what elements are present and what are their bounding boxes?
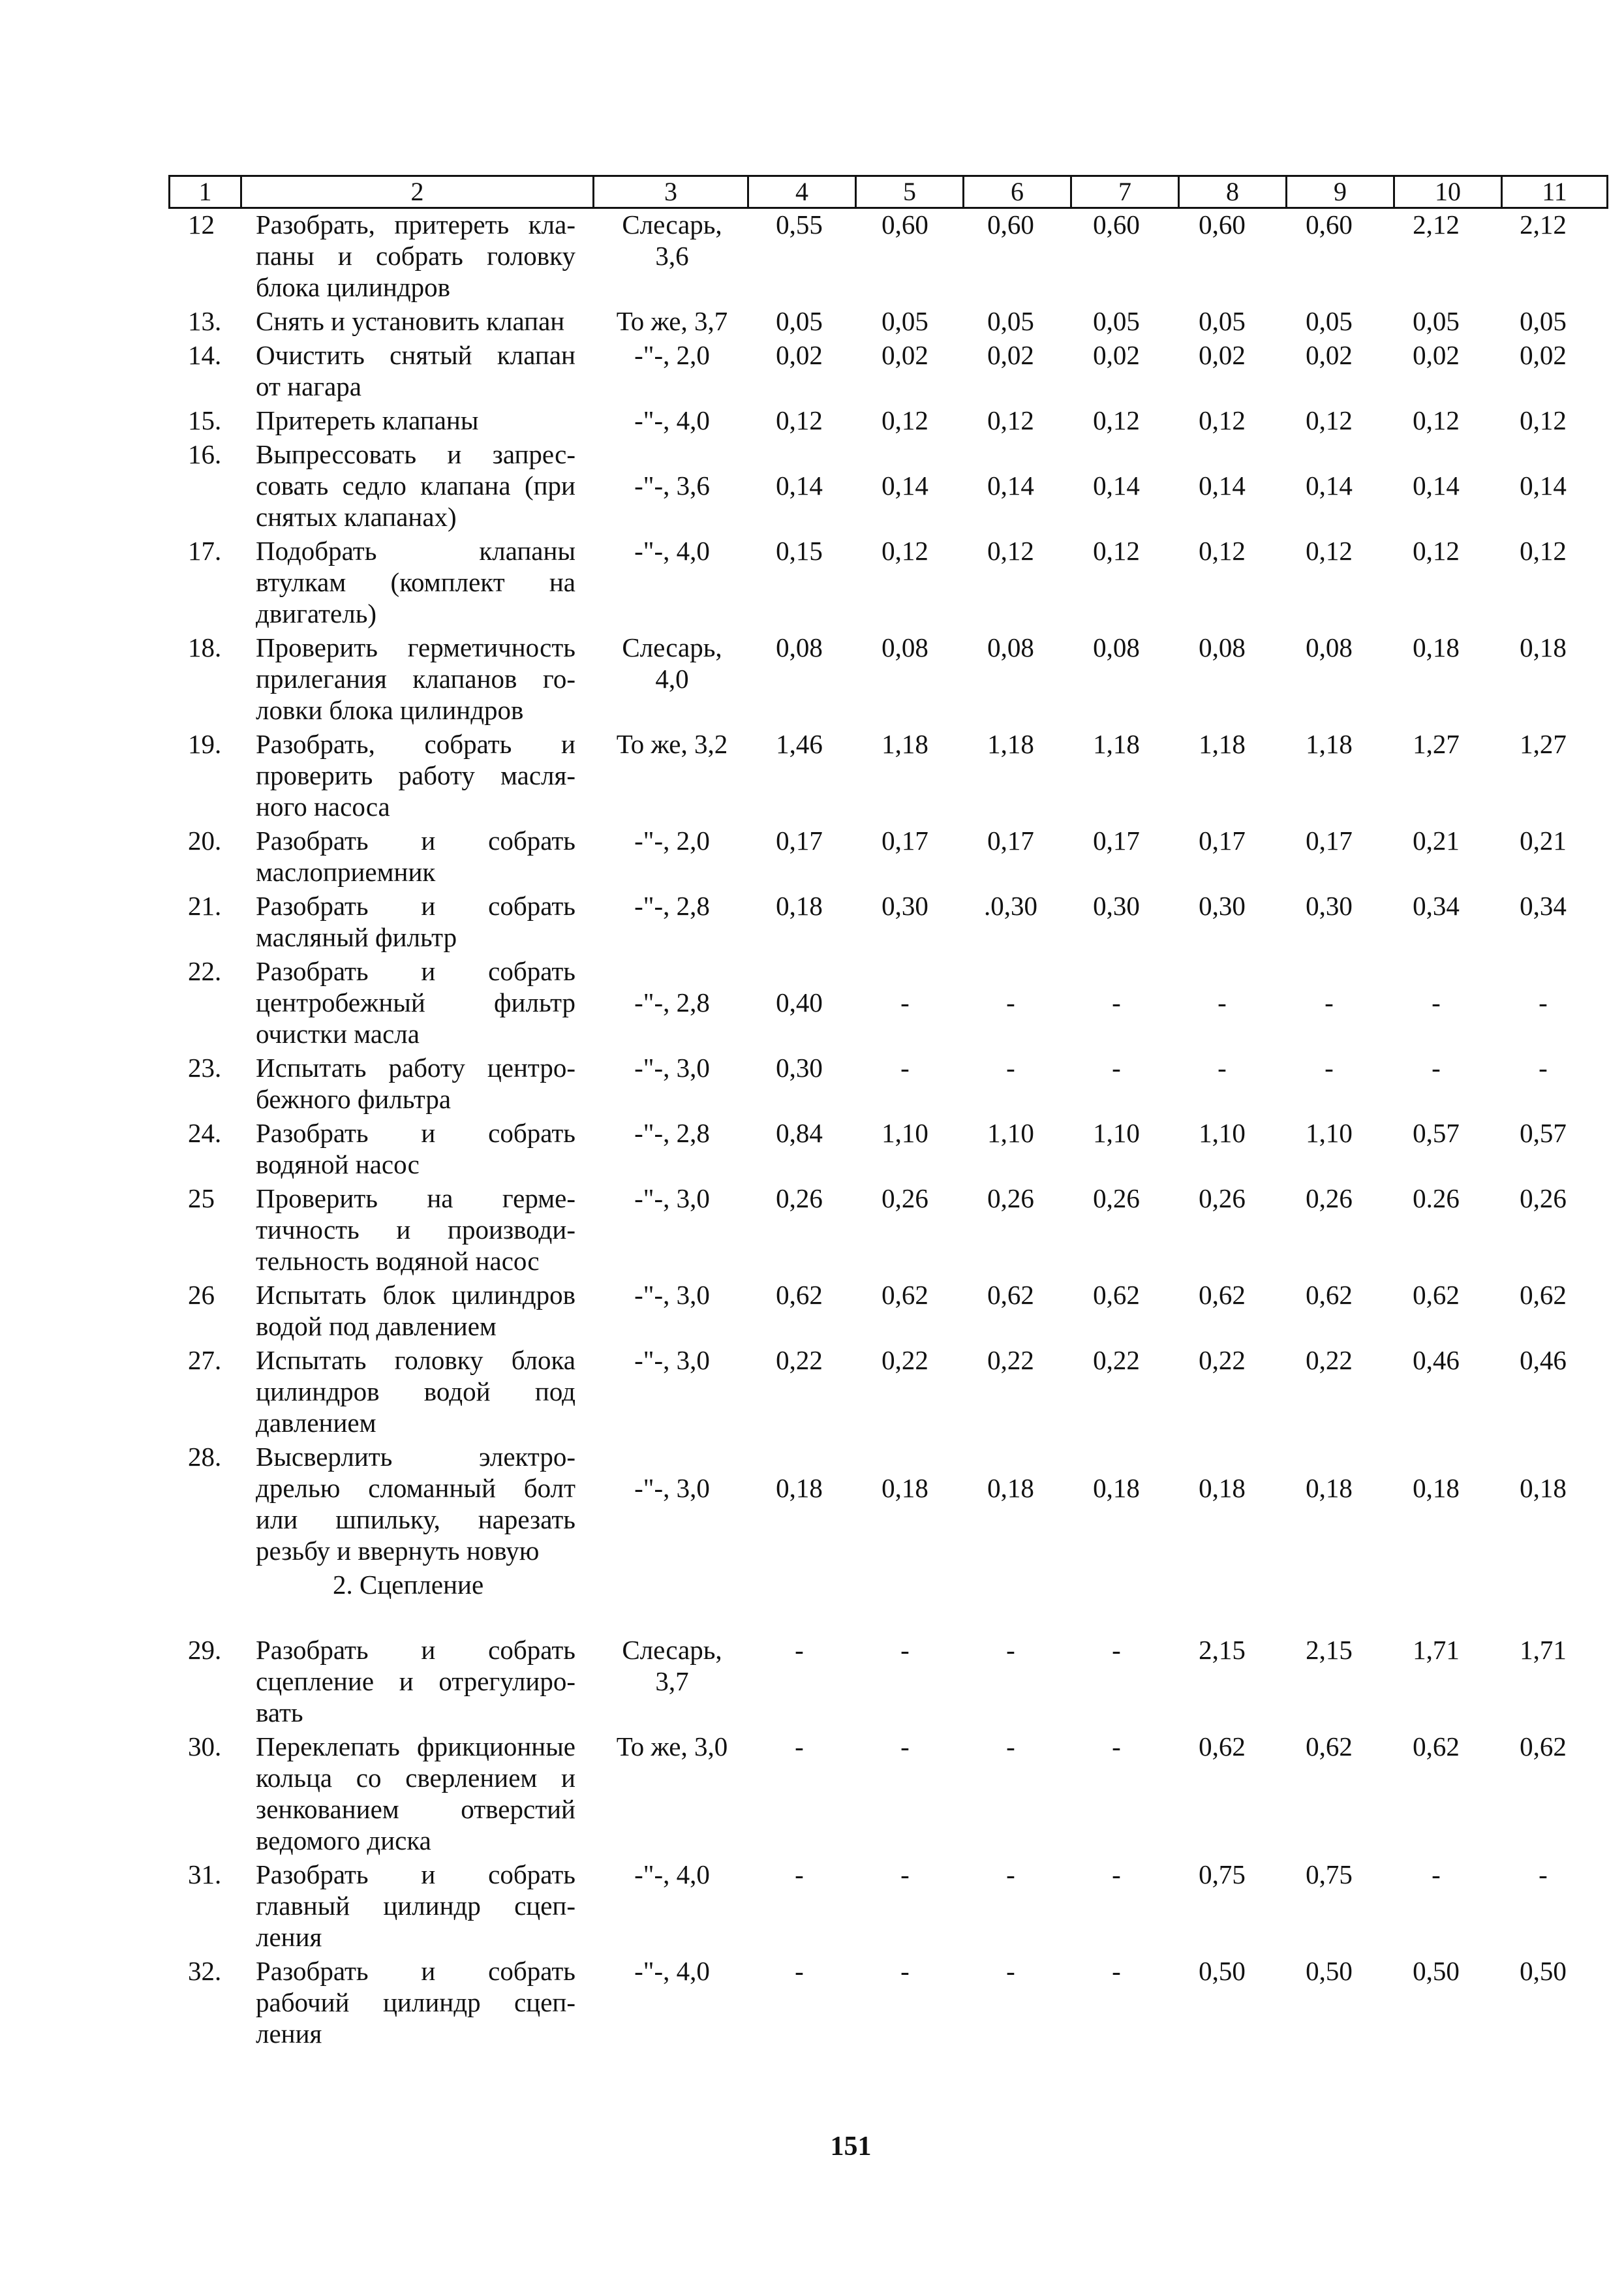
- worker-grade: Слесарь, 3,6: [622, 209, 722, 271]
- norm-value-col-8: 0,62: [1199, 1731, 1246, 1761]
- norm-value-col-10: -: [1432, 1053, 1441, 1083]
- norm-value-col-9: 0,08: [1306, 632, 1353, 662]
- worker-grade: -"-, 3,0: [634, 1053, 710, 1083]
- norm-value-col-8: 0,22: [1199, 1345, 1246, 1375]
- header-col-3: 3: [592, 175, 747, 209]
- row-number: 28.: [188, 1442, 222, 1472]
- norm-value-col-6: 0,22: [987, 1345, 1034, 1375]
- norm-value-col-8: 1,10: [1199, 1118, 1246, 1148]
- worker-grade: -"-, 3,0: [634, 1473, 710, 1503]
- norm-value-col-5: 0,30: [881, 891, 928, 921]
- worker-grade: -"-, 2,8: [634, 891, 710, 921]
- norm-value-col-11: 0,57: [1520, 1118, 1567, 1148]
- norm-value-col-5: 1,18: [881, 729, 928, 759]
- operation-description: Разобрать и собрать масляный фильтр: [256, 891, 575, 952]
- norm-value-col-6: .0,30: [984, 891, 1037, 921]
- norm-value-col-7: 0,14: [1093, 471, 1140, 501]
- norm-value-col-4: 0,15: [776, 536, 823, 566]
- operation-description: Разобрать и собрать главный цилиндр сцеп- ления: [256, 1859, 575, 1952]
- norm-value-col-10: 0,12: [1413, 405, 1460, 435]
- norm-value-col-10: 0,57: [1413, 1118, 1460, 1148]
- operation-description: Проверить на герме- тичность и производи- тельность водяной насос: [256, 1183, 575, 1276]
- norm-value-col-9: 0,02: [1306, 340, 1353, 370]
- norm-value-col-10: 0,34: [1413, 891, 1460, 921]
- header-col-7: 7: [1070, 175, 1178, 209]
- norm-value-col-10: 0,62: [1413, 1731, 1460, 1761]
- operation-description: Притереть клапаны: [256, 405, 479, 435]
- norm-value-col-11: 0,05: [1520, 306, 1567, 336]
- row-number: 22.: [188, 956, 222, 986]
- norm-value-col-4: 1,46: [776, 729, 823, 759]
- norm-value-col-6: 0,60: [987, 209, 1034, 240]
- norm-value-col-11: 1,71: [1520, 1635, 1567, 1665]
- norm-value-col-4: 0,18: [776, 891, 823, 921]
- norm-value-col-8: 0,62: [1199, 1280, 1246, 1310]
- norm-value-col-5: -: [900, 1731, 910, 1761]
- norm-value-col-8: -: [1218, 987, 1227, 1017]
- norm-value-col-5: 0,62: [881, 1280, 928, 1310]
- norm-value-col-8: 0,75: [1199, 1859, 1246, 1889]
- norm-value-col-4: 0,08: [776, 632, 823, 662]
- norm-value-col-4: -: [795, 1956, 804, 1986]
- norm-value-col-11: 0,62: [1520, 1731, 1567, 1761]
- norm-value-col-6: 0,02: [987, 340, 1034, 370]
- norm-value-col-5: -: [900, 1053, 910, 1083]
- norm-value-col-5: -: [900, 1859, 910, 1889]
- norm-value-col-7: -: [1112, 1635, 1121, 1665]
- row-number: 14.: [188, 340, 222, 370]
- operation-description: Высверлить электро- дрелью сломанный болт или шпильку, нарезать резьбу и ввернуть новую: [256, 1442, 575, 1566]
- worker-grade: То же, 3,2: [616, 729, 728, 759]
- norm-value-col-4: 0,30: [776, 1053, 823, 1083]
- norm-value-col-5: 0,17: [881, 826, 928, 856]
- norm-value-col-11: -: [1539, 1859, 1548, 1889]
- norm-value-col-9: 0,12: [1306, 405, 1353, 435]
- norm-value-col-4: 0,17: [776, 826, 823, 856]
- norm-value-col-6: 0,26: [987, 1183, 1034, 1213]
- worker-grade: -"-, 4,0: [634, 405, 710, 435]
- norm-value-col-7: 0,60: [1093, 209, 1140, 240]
- norm-value-col-8: 0,30: [1199, 891, 1246, 921]
- header-col-11: 11: [1501, 175, 1608, 209]
- norm-value-col-11: 0,50: [1520, 1956, 1567, 1986]
- row-number: 29.: [188, 1635, 222, 1665]
- row-number: 13.: [188, 306, 222, 336]
- norm-value-col-6: -: [1006, 1731, 1015, 1761]
- norm-value-col-7: 1,10: [1093, 1118, 1140, 1148]
- norm-value-col-10: 1,71: [1413, 1635, 1460, 1665]
- norm-value-col-11: -: [1539, 1053, 1548, 1083]
- column-number-header: [168, 175, 1608, 209]
- norm-value-col-5: 0,05: [881, 306, 928, 336]
- row-number: 20.: [188, 826, 222, 856]
- norm-value-col-6: 1,10: [987, 1118, 1034, 1148]
- norm-value-col-10: 0.26: [1413, 1183, 1460, 1213]
- norm-value-col-11: 0,21: [1520, 826, 1567, 856]
- norm-value-col-11: 0,02: [1520, 340, 1567, 370]
- norm-value-col-6: -: [1006, 1859, 1015, 1889]
- norm-value-col-4: 0,18: [776, 1473, 823, 1503]
- norm-value-col-5: 0,02: [881, 340, 928, 370]
- worker-grade: -"-, 4,0: [634, 1956, 710, 1986]
- norm-value-col-7: 0,02: [1093, 340, 1140, 370]
- worker-grade: -"-, 3,0: [634, 1183, 710, 1213]
- norm-value-col-8: 0,02: [1199, 340, 1246, 370]
- norm-value-col-6: -: [1006, 1635, 1015, 1665]
- norm-value-col-7: 0,26: [1093, 1183, 1140, 1213]
- norm-value-col-9: 0,17: [1306, 826, 1353, 856]
- norm-value-col-5: 0,08: [881, 632, 928, 662]
- worker-grade: То же, 3,0: [616, 1731, 728, 1761]
- norm-value-col-4: -: [795, 1731, 804, 1761]
- worker-grade: -"-, 2,8: [634, 987, 710, 1017]
- norm-value-col-5: -: [900, 1956, 910, 1986]
- header-col-4: 4: [747, 175, 855, 209]
- norm-value-col-9: 0,60: [1306, 209, 1353, 240]
- norm-value-col-4: 0,84: [776, 1118, 823, 1148]
- norm-value-col-6: 0,14: [987, 471, 1034, 501]
- norm-value-col-7: 0,17: [1093, 826, 1140, 856]
- norm-value-col-9: 1,18: [1306, 729, 1353, 759]
- norm-value-col-9: -: [1325, 987, 1334, 1017]
- norm-value-col-9: 2,15: [1306, 1635, 1353, 1665]
- norm-value-col-7: -: [1112, 1053, 1121, 1083]
- norm-value-col-4: 0,40: [776, 987, 823, 1017]
- norm-value-col-8: 2,15: [1199, 1635, 1246, 1665]
- norm-value-col-7: 0,12: [1093, 536, 1140, 566]
- norm-value-col-7: 1,18: [1093, 729, 1140, 759]
- worker-grade: -"-, 4,0: [634, 536, 710, 566]
- row-number: 16.: [188, 439, 222, 469]
- norm-value-col-5: 1,10: [881, 1118, 928, 1148]
- norm-value-col-8: 0,05: [1199, 306, 1246, 336]
- norm-value-col-9: 0,18: [1306, 1473, 1353, 1503]
- norm-value-col-9: 0,50: [1306, 1956, 1353, 1986]
- norm-value-col-6: 0,05: [987, 306, 1034, 336]
- header-col-1: 1: [168, 175, 240, 209]
- norm-value-col-7: 0,62: [1093, 1280, 1140, 1310]
- norm-value-col-4: 0,26: [776, 1183, 823, 1213]
- norm-value-col-7: -: [1112, 1731, 1121, 1761]
- norm-value-col-9: 0,26: [1306, 1183, 1353, 1213]
- norm-value-col-11: 0,18: [1520, 1473, 1567, 1503]
- row-number: 27.: [188, 1345, 222, 1375]
- header-col-9: 9: [1285, 175, 1393, 209]
- norm-value-col-9: 0,30: [1306, 891, 1353, 921]
- norm-value-col-6: 0,12: [987, 536, 1034, 566]
- norm-value-col-5: 0,12: [881, 405, 928, 435]
- norm-value-col-5: -: [900, 987, 910, 1017]
- row-number: 26: [188, 1280, 215, 1310]
- norm-value-col-6: 1,18: [987, 729, 1034, 759]
- operation-description: Снять и установить клапан: [256, 306, 565, 336]
- norm-value-col-7: 0,05: [1093, 306, 1140, 336]
- row-number: 25: [188, 1183, 215, 1213]
- norm-value-col-4: -: [795, 1635, 804, 1665]
- norm-value-col-8: 0,60: [1199, 209, 1246, 240]
- norm-value-col-7: 0,18: [1093, 1473, 1140, 1503]
- norm-value-col-5: 0,26: [881, 1183, 928, 1213]
- operation-description: Испытать блок цилиндров водой под давлением: [256, 1280, 575, 1341]
- operation-description: Испытать работу центро- бежного фильтра: [256, 1053, 575, 1114]
- worker-grade: -"-, 2,8: [634, 1118, 710, 1148]
- norm-value-col-6: 0,17: [987, 826, 1034, 856]
- norm-value-col-5: 0,12: [881, 536, 928, 566]
- norm-value-col-10: 0,21: [1413, 826, 1460, 856]
- page-number: 151: [830, 2131, 872, 2162]
- norm-value-col-8: 0,17: [1199, 826, 1246, 856]
- norm-value-col-7: -: [1112, 1956, 1121, 1986]
- norm-value-col-11: 0,12: [1520, 405, 1567, 435]
- row-number: 24.: [188, 1118, 222, 1148]
- operation-description: Разобрать и собрать маслоприемник: [256, 826, 575, 887]
- norm-value-col-10: 0,62: [1413, 1280, 1460, 1310]
- row-number: 32.: [188, 1956, 222, 1986]
- worker-grade: -"-, 3,0: [634, 1280, 710, 1310]
- worker-grade: -"-, 2,0: [634, 826, 710, 856]
- operation-description: Подобрать клапаны втулкам (комплект на двигатель): [256, 536, 575, 628]
- row-number: 23.: [188, 1053, 222, 1083]
- norm-value-col-10: -: [1432, 1859, 1441, 1889]
- norm-value-col-6: 0,18: [987, 1473, 1034, 1503]
- norm-value-col-8: 0,12: [1199, 405, 1246, 435]
- norm-value-col-9: 1,10: [1306, 1118, 1353, 1148]
- norm-value-col-4: 0,12: [776, 405, 823, 435]
- norm-value-col-7: 0,22: [1093, 1345, 1140, 1375]
- norm-value-col-4: 0,02: [776, 340, 823, 370]
- worker-grade: Слесарь, 4,0: [622, 632, 722, 694]
- norm-value-col-6: -: [1006, 987, 1015, 1017]
- norm-value-col-8: 0,50: [1199, 1956, 1246, 1986]
- norm-value-col-4: -: [795, 1859, 804, 1889]
- norm-value-col-11: 2,12: [1520, 209, 1567, 240]
- norm-value-col-8: 0,08: [1199, 632, 1246, 662]
- row-number: 18.: [188, 632, 222, 662]
- norm-value-col-10: 0,12: [1413, 536, 1460, 566]
- norm-value-col-11: 0,46: [1520, 1345, 1567, 1375]
- norm-value-col-8: 0,26: [1199, 1183, 1246, 1213]
- norm-value-col-6: -: [1006, 1053, 1015, 1083]
- norm-value-col-7: -: [1112, 1859, 1121, 1889]
- norm-value-col-10: 0,50: [1413, 1956, 1460, 1986]
- norm-value-col-5: -: [900, 1635, 910, 1665]
- operation-description: Очистить снятый клапан от нагара: [256, 340, 575, 401]
- norm-value-col-9: 0,14: [1306, 471, 1353, 501]
- operation-description: Разобрать и собрать сцепление и отрегулиро- вать: [256, 1635, 575, 1728]
- norm-value-col-4: 0,55: [776, 209, 823, 240]
- operation-description: Испытать головку блока цилиндров водой под давлением: [256, 1345, 575, 1438]
- worker-grade: То же, 3,7: [616, 306, 728, 336]
- row-number: 12: [188, 209, 215, 240]
- norm-value-col-11: 0,18: [1520, 632, 1567, 662]
- norm-value-col-8: 0,12: [1199, 536, 1246, 566]
- operation-description: Разобрать, притереть кла- паны и собрать головку блока цилиндров: [256, 209, 575, 302]
- norm-value-col-11: 0,34: [1520, 891, 1567, 921]
- operation-description: Проверить герметичность прилегания клапанов го- ловки блока цилиндров: [256, 632, 575, 725]
- row-number: 21.: [188, 891, 222, 921]
- header-col-6: 6: [962, 175, 1070, 209]
- norm-value-col-9: -: [1325, 1053, 1334, 1083]
- section-heading: 2. Сцепление: [333, 1570, 484, 1600]
- operation-description: Разобрать и собрать центробежный фильтр очистки масла: [256, 956, 575, 1049]
- operation-description: Разобрать и собрать водяной насос: [256, 1118, 575, 1179]
- norm-value-col-5: 0,14: [881, 471, 928, 501]
- norm-value-col-5: 0,60: [881, 209, 928, 240]
- header-col-2: 2: [240, 175, 592, 209]
- norm-value-col-7: 0,12: [1093, 405, 1140, 435]
- norm-value-col-11: 0,14: [1520, 471, 1567, 501]
- worker-grade: -"-, 2,0: [634, 340, 710, 370]
- header-col-10: 10: [1393, 175, 1501, 209]
- norm-value-col-8: 0,18: [1199, 1473, 1246, 1503]
- norm-value-col-10: 0,05: [1413, 306, 1460, 336]
- row-number: 31.: [188, 1859, 222, 1889]
- worker-grade: -"-, 4,0: [634, 1859, 710, 1889]
- operation-description: Разобрать, собрать и проверить работу масля- ного насоса: [256, 729, 575, 822]
- norm-value-col-10: 0,14: [1413, 471, 1460, 501]
- norm-value-col-9: 0,22: [1306, 1345, 1353, 1375]
- header-col-8: 8: [1178, 175, 1285, 209]
- operation-description: Переклепать фрикционные кольца со сверлением и зенкованием отверстий ведомого диска: [256, 1731, 575, 1855]
- norm-value-col-10: 0,02: [1413, 340, 1460, 370]
- norm-value-col-7: 0,08: [1093, 632, 1140, 662]
- norm-value-col-4: 0,22: [776, 1345, 823, 1375]
- worker-grade: Слесарь, 3,7: [622, 1635, 722, 1696]
- norm-value-col-5: 0,22: [881, 1345, 928, 1375]
- row-number: 19.: [188, 729, 222, 759]
- norm-value-col-7: -: [1112, 987, 1121, 1017]
- norm-value-col-10: 2,12: [1413, 209, 1460, 240]
- norm-value-col-6: 0,62: [987, 1280, 1034, 1310]
- norm-value-col-9: 0,62: [1306, 1280, 1353, 1310]
- norm-value-col-9: 0,12: [1306, 536, 1353, 566]
- row-number: 30.: [188, 1731, 222, 1761]
- norm-value-col-10: 0,18: [1413, 632, 1460, 662]
- norm-value-col-6: 0,08: [987, 632, 1034, 662]
- row-number: 17.: [188, 536, 222, 566]
- norm-value-col-11: -: [1539, 987, 1548, 1017]
- norm-value-col-9: 0,62: [1306, 1731, 1353, 1761]
- norm-value-col-10: 0,46: [1413, 1345, 1460, 1375]
- norm-value-col-5: 0,18: [881, 1473, 928, 1503]
- norm-value-col-11: 0,26: [1520, 1183, 1567, 1213]
- norm-value-col-7: 0,30: [1093, 891, 1140, 921]
- worker-grade: -"-, 3,6: [634, 471, 710, 501]
- norm-value-col-4: 0,14: [776, 471, 823, 501]
- norm-value-col-11: 0,62: [1520, 1280, 1567, 1310]
- norm-value-col-4: 0,62: [776, 1280, 823, 1310]
- operation-description: Разобрать и собрать рабочий цилиндр сцеп- ления: [256, 1956, 575, 2049]
- row-number: 15.: [188, 405, 222, 435]
- norm-value-col-8: 0,14: [1199, 471, 1246, 501]
- norm-value-col-9: 0,05: [1306, 306, 1353, 336]
- header-col-5: 5: [855, 175, 962, 209]
- norm-value-col-8: -: [1218, 1053, 1227, 1083]
- norm-value-col-6: -: [1006, 1956, 1015, 1986]
- norm-value-col-9: 0,75: [1306, 1859, 1353, 1889]
- norm-value-col-11: 1,27: [1520, 729, 1567, 759]
- norm-value-col-11: 0,12: [1520, 536, 1567, 566]
- operation-description: Выпрессовать и запрес- совать седло клапана (при снятых клапанах): [256, 439, 575, 532]
- norm-value-col-8: 1,18: [1199, 729, 1246, 759]
- norm-value-col-10: -: [1432, 987, 1441, 1017]
- worker-grade: -"-, 3,0: [634, 1345, 710, 1375]
- norm-value-col-6: 0,12: [987, 405, 1034, 435]
- norm-value-col-10: 0,18: [1413, 1473, 1460, 1503]
- norm-value-col-10: 1,27: [1413, 729, 1460, 759]
- norm-value-col-4: 0,05: [776, 306, 823, 336]
